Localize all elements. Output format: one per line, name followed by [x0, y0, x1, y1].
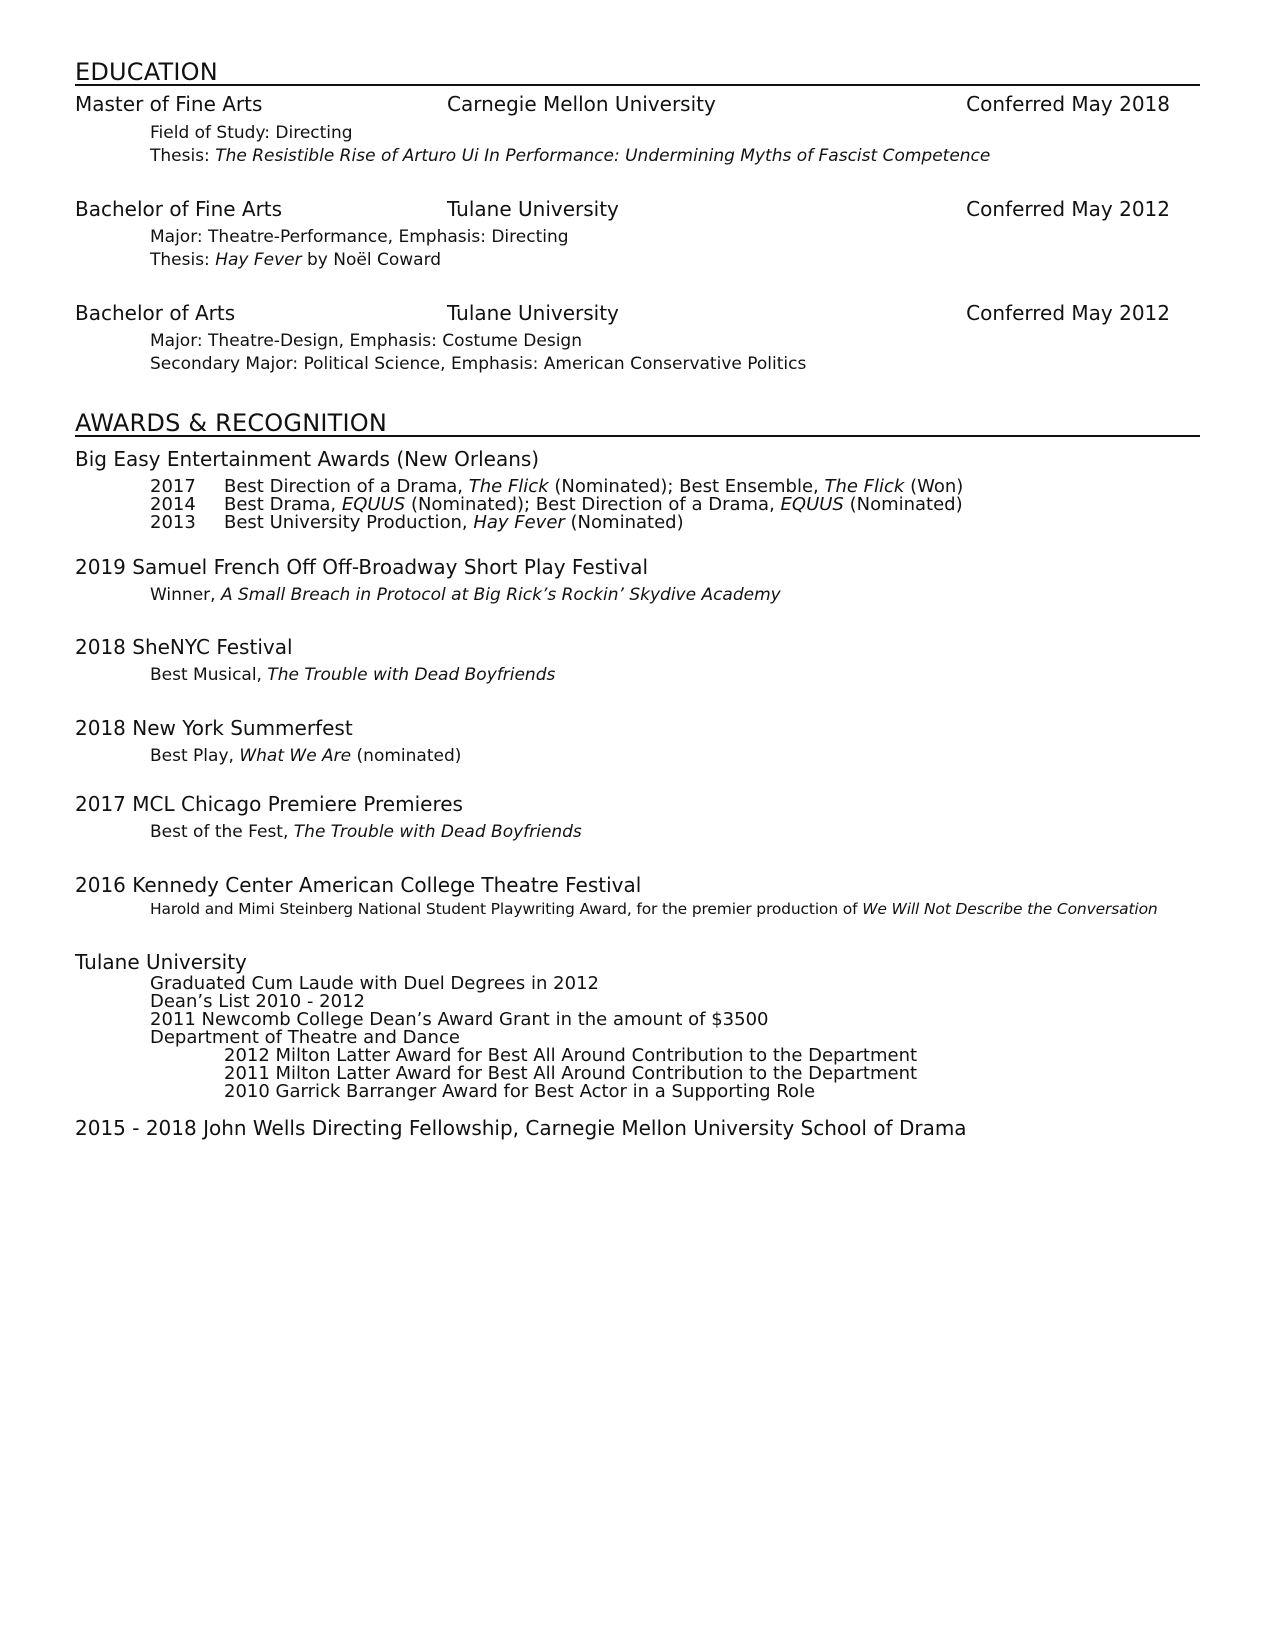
shenyc-heading: 2018 SheNYC Festival	[75, 635, 293, 659]
samuel-french-heading: 2019 Samuel French Off Off-Broadway Short Play Festival	[75, 555, 649, 579]
date-ba: Conferred May 2012	[966, 301, 1170, 325]
summerfest-heading: 2018 New York Summerfest	[75, 716, 353, 740]
degree-ba: Bachelor of Arts	[75, 301, 236, 325]
kennedy-detail: Harold and Mimi Steinberg National Student Playwriting Award, for the premier production of We Will Not Describe the Conversation	[150, 900, 1158, 918]
big-easy-award: Best Direction of a Drama, The Flick (Nominated); Best Ensemble, The Flick (Won)	[224, 476, 964, 497]
big-easy-year: 2014	[150, 494, 196, 515]
summerfest-detail: Best Play, What We Are (nominated)	[150, 746, 462, 766]
shenyc-detail: Best Musical, The Trouble with Dead Boyfriends	[150, 665, 556, 685]
mcl-detail: Best of the Fest, The Trouble with Dead Boyfriends	[150, 822, 582, 842]
big-easy-heading: Big Easy Entertainment Awards (New Orleans)	[75, 447, 540, 471]
degree-mfa: Master of Fine Arts	[75, 92, 263, 116]
tulane-sub-line: 2011 Milton Latter Award for Best All Around Contribution to the Department	[224, 1063, 918, 1084]
tulane-sub-line: 2012 Milton Latter Award for Best All Around Contribution to the Department	[224, 1045, 918, 1066]
tulane-heading: Tulane University	[75, 950, 247, 974]
mfa-thesis: Thesis: The Resistible Rise of Arturo Ui In Performance: Undermining Myths of Fascist Competence	[150, 146, 991, 166]
awards-title: AWARDS & RECOGNITION	[75, 409, 388, 437]
degree-bfa: Bachelor of Fine Arts	[75, 197, 283, 221]
school-bfa: Tulane University	[447, 197, 619, 221]
tulane-line: Dean’s List 2010 - 2012	[150, 991, 365, 1012]
tulane-line: Graduated Cum Laude with Duel Degrees in 2012	[150, 973, 599, 994]
big-easy-year: 2017	[150, 476, 196, 497]
big-easy-award: Best Drama, EQUUS (Nominated); Best Direction of a Drama, EQUUS (Nominated)	[224, 494, 963, 515]
big-easy-award: Best University Production, Hay Fever (Nominated)	[224, 512, 684, 533]
date-bfa: Conferred May 2012	[966, 197, 1170, 221]
ba-secondary: Secondary Major: Political Science, Emphasis: American Conservative Politics	[150, 354, 807, 374]
bfa-major: Major: Theatre-Performance, Emphasis: Directing	[150, 227, 569, 247]
tulane-line: 2011 Newcomb College Dean’s Award Grant in the amount of $3500	[150, 1009, 769, 1030]
education-title: EDUCATION	[75, 58, 218, 86]
samuel-french-detail: Winner, A Small Breach in Protocol at Big Rick’s Rockin’ Skydive Academy	[150, 585, 781, 605]
ba-major: Major: Theatre-Design, Emphasis: Costume Design	[150, 331, 582, 351]
tulane-line: Department of Theatre and Dance	[150, 1027, 460, 1048]
fellowship-line: 2015 - 2018 John Wells Directing Fellowship, Carnegie Mellon University School of Drama	[75, 1116, 967, 1140]
bfa-thesis: Thesis: Hay Fever by Noël Coward	[150, 250, 442, 270]
kennedy-heading: 2016 Kennedy Center American College Theatre Festival	[75, 873, 642, 897]
school-ba: Tulane University	[447, 301, 619, 325]
education-rule	[75, 84, 1200, 86]
awards-rule	[75, 435, 1200, 437]
school-mfa: Carnegie Mellon University	[447, 92, 716, 116]
mfa-field: Field of Study: Directing	[150, 123, 353, 143]
big-easy-year: 2013	[150, 512, 196, 533]
tulane-sub-line: 2010 Garrick Barranger Award for Best Actor in a Supporting Role	[224, 1081, 816, 1102]
date-mfa: Conferred May 2018	[966, 92, 1170, 116]
mcl-heading: 2017 MCL Chicago Premiere Premieres	[75, 792, 463, 816]
